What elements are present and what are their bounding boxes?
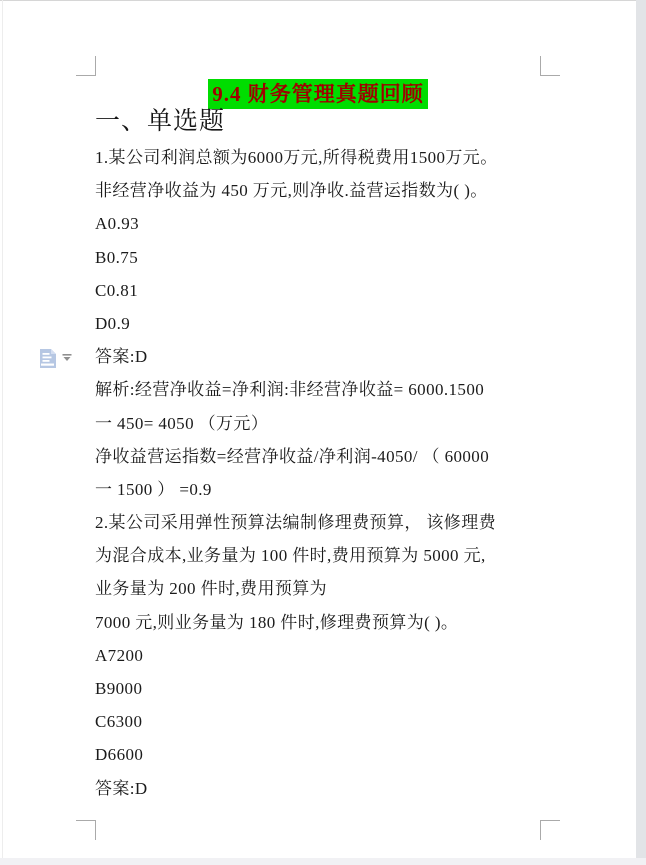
window-left-edge xyxy=(2,0,3,865)
page-icon xyxy=(39,346,58,370)
q2-stem-line: 业务量为 200 件时,费用预算为 xyxy=(95,579,328,599)
window-top-edge xyxy=(0,0,646,1)
page-corner-mark-top-left xyxy=(76,56,96,76)
q1-stem-line: 1.某公司利润总额为6000万元,所得税费用1500万元。 xyxy=(95,148,498,167)
scrollbar-track[interactable] xyxy=(636,0,646,858)
doc-title: 9.4 财务管理真题回顾 xyxy=(208,79,428,109)
page-corner-mark-top-right xyxy=(540,56,560,76)
page-corner-mark-bottom-left xyxy=(76,820,96,840)
q2-stem-line: 2.某公司采用弹性预算法编制修理费预算， 该修理费 xyxy=(95,513,496,533)
q2-answer: 答案:D xyxy=(95,778,148,798)
page-corner-mark-bottom-right xyxy=(540,820,560,840)
q2-stem-line: 为混合成本,业务量为 100 件时,费用预算为 5000 元, xyxy=(95,546,486,566)
q1-option-a: A0.93 xyxy=(95,214,140,234)
q2-stem-line: 7000 元,则业务量为 180 件时,修理费预算为( )。 xyxy=(95,612,459,632)
q2-option-c: C6300 xyxy=(95,712,143,732)
q1-answer: 答案:D xyxy=(95,347,148,367)
window-bottom-strip xyxy=(0,858,646,865)
q1-analysis-line: 净收益营运指数=经营净收益/净利润-4050/ （ 60000 xyxy=(95,446,490,466)
q1-stem-line: 非经营净收益为 450 万元,则净收.益营运指数为( )。 xyxy=(95,181,488,201)
q2-option-d: D6600 xyxy=(95,745,144,765)
document-body xyxy=(95,141,555,805)
q1-analysis-line: 一 1500 ） =0.9 xyxy=(95,479,212,499)
q1-option-c: C0.81 xyxy=(95,280,139,300)
doc-title-row xyxy=(96,79,540,109)
chevron-down-icon[interactable] xyxy=(62,354,72,362)
margin-widget-button[interactable] xyxy=(39,346,73,370)
q1-option-b: B0.75 xyxy=(95,247,139,267)
section-heading: 一、单选题 xyxy=(95,108,226,135)
q2-option-b: B9000 xyxy=(95,679,143,698)
q1-option-d: D0.9 xyxy=(95,313,131,333)
q1-analysis-line: 解析:经营净收益=净利润:非经营净收益= 6000.1500 xyxy=(95,380,485,400)
q1-analysis-line: 一 450= 4050 （万元） xyxy=(95,413,269,433)
q2-option-a: A7200 xyxy=(95,645,144,665)
